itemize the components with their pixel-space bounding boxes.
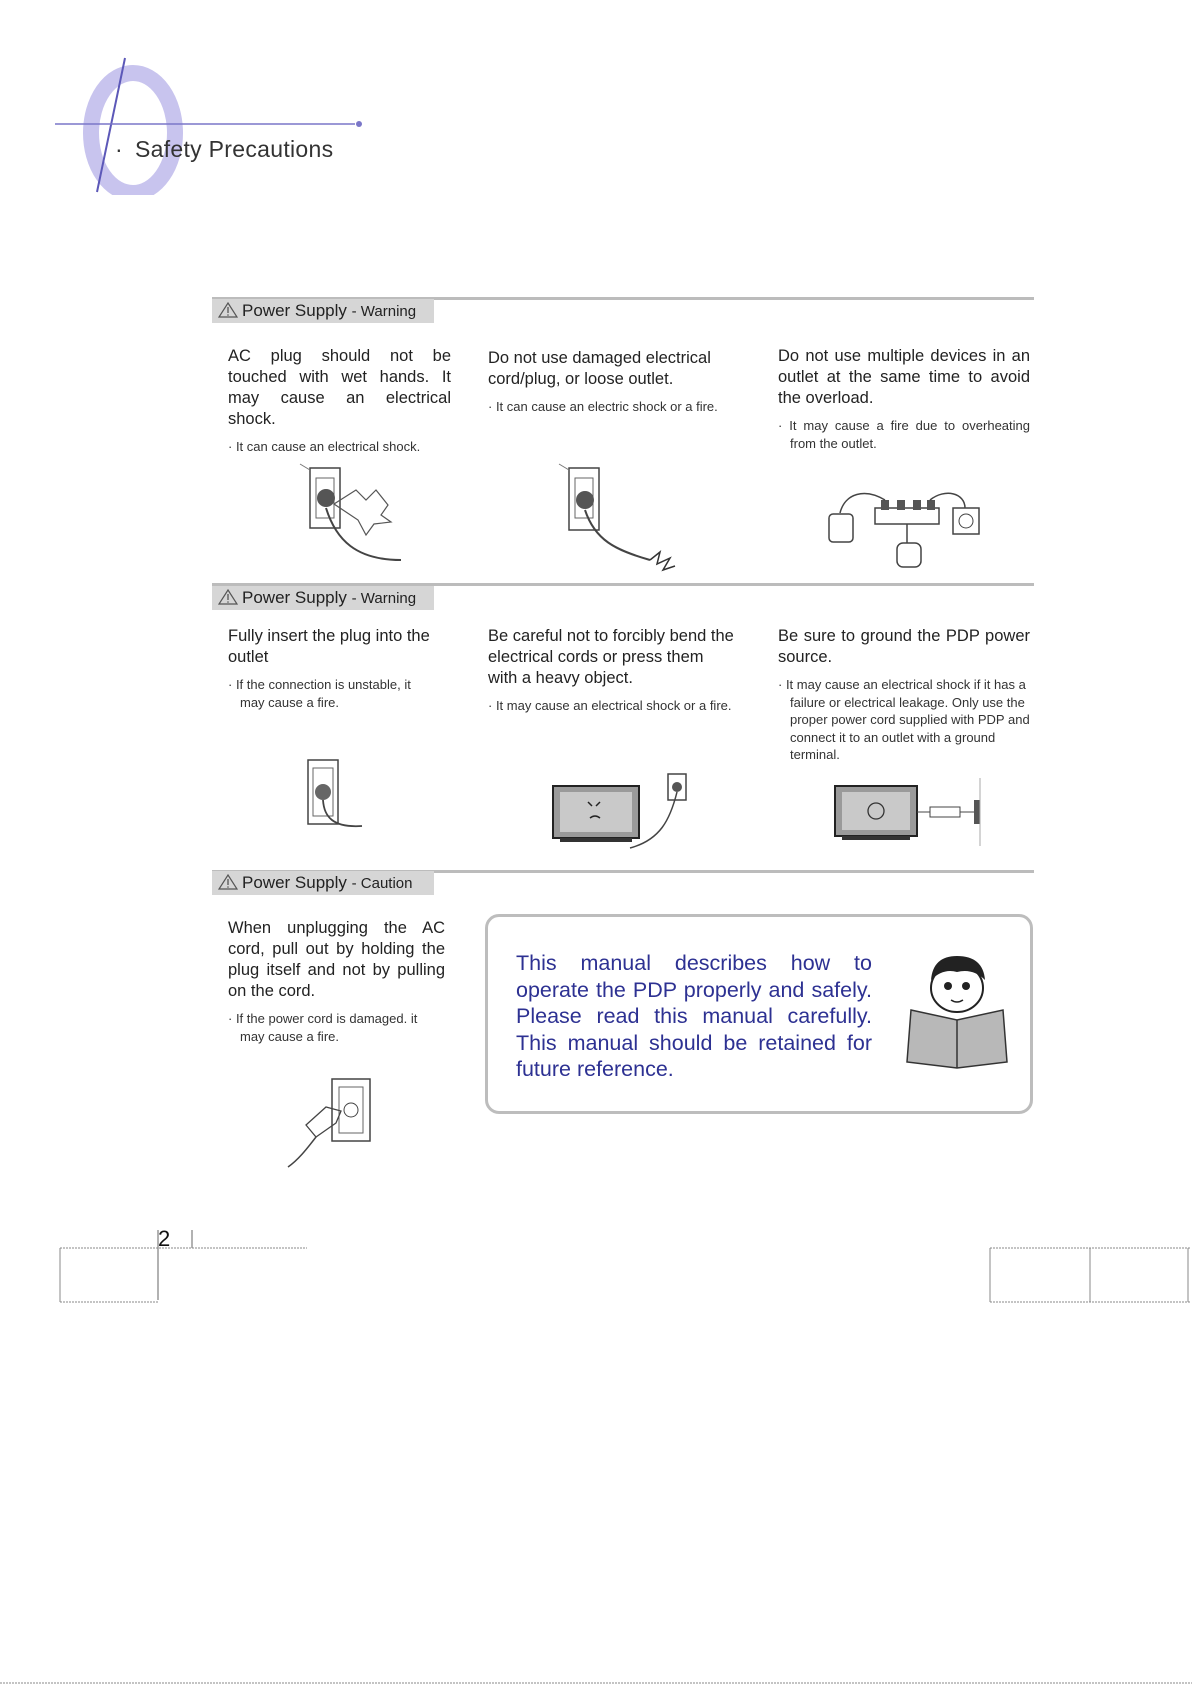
section-header-2 bbox=[212, 586, 434, 610]
header-logo-graphic bbox=[55, 55, 365, 195]
precaution-item bbox=[488, 626, 736, 715]
precaution-heading: AC plug should not be touched with wet hands. It may cause an electrical shock. bbox=[228, 347, 451, 428]
reading-boy-illustration bbox=[903, 950, 1011, 1072]
section-header-severity: - Warning bbox=[351, 303, 417, 320]
precaution-note: · If the power cord is damaged. it may cause a fire. bbox=[228, 1011, 418, 1044]
precaution-note: · If the connection is unstable, it may cause a fire. bbox=[228, 677, 411, 710]
precaution-heading: Fully insert the plug into the outlet bbox=[228, 627, 430, 666]
precaution-heading: When unplugging the AC cord, pull out by holding the plug itself and not by pulling on the cord. bbox=[228, 919, 445, 1000]
precaution-item bbox=[778, 346, 1030, 452]
caution-triangle-icon bbox=[218, 302, 238, 318]
section-header-severity: - Warning bbox=[351, 590, 417, 607]
plug-in-outlet-illustration bbox=[302, 756, 372, 834]
precaution-note: · It may cause an electrical shock or a fire. bbox=[488, 698, 732, 713]
page-title-text: Safety Precautions bbox=[134, 136, 334, 162]
tv-pressed-cord-illustration bbox=[550, 770, 690, 852]
wet-hand-outlet-illustration bbox=[296, 460, 416, 565]
precaution-item bbox=[228, 626, 438, 711]
section-header-label: Power Supply bbox=[242, 873, 347, 892]
precaution-note: · It can cause an electric shock or a fire. bbox=[488, 399, 718, 414]
title-bullet: · bbox=[115, 136, 123, 162]
precaution-item bbox=[228, 346, 451, 456]
section-header-severity: - Caution bbox=[351, 875, 413, 892]
page-title bbox=[115, 136, 333, 163]
caution-triangle-icon bbox=[218, 589, 238, 605]
section-header-1 bbox=[212, 299, 434, 323]
precaution-item bbox=[488, 348, 738, 416]
multi-plug-overload-illustration bbox=[825, 488, 985, 570]
section-header-label: Power Supply bbox=[242, 301, 347, 320]
page-number: 2 bbox=[158, 1226, 171, 1251]
damaged-cord-outlet-illustration bbox=[555, 460, 685, 575]
section-header-label: Power Supply bbox=[242, 588, 347, 607]
caution-triangle-icon bbox=[218, 874, 238, 890]
section-header-3 bbox=[212, 871, 434, 895]
precaution-heading: Do not use multiple devices in an outlet at the same time to avoid the overload. bbox=[778, 347, 1030, 407]
precaution-note: · It can cause an electrical shock. bbox=[228, 439, 421, 454]
precaution-note: · It may cause a fire due to overheating from the outlet. bbox=[778, 418, 1030, 451]
tv-ground-cord-illustration bbox=[832, 776, 982, 848]
unplug-by-plug-illustration bbox=[286, 1075, 376, 1170]
manual-note-text: This manual describes how to operate the PDP properly and safely. Please read this manual carefully. This manual should be retained for future reference. bbox=[516, 951, 872, 1081]
precaution-note: · It may cause an electrical shock if it has a failure or electrical leakage. Only use the proper power cord supplied with PDP and connect it to an outlet with a ground terminal. bbox=[778, 677, 1030, 762]
precaution-item bbox=[228, 918, 445, 1045]
precaution-item bbox=[778, 626, 1030, 764]
precaution-heading: Be sure to ground the PDP power source. bbox=[778, 627, 1030, 666]
precaution-heading: Do not use damaged electrical cord/plug, or loose outlet. bbox=[488, 349, 711, 388]
precaution-heading: Be careful not to forcibly bend the electrical cords or press them with a heavy object. bbox=[488, 627, 734, 687]
